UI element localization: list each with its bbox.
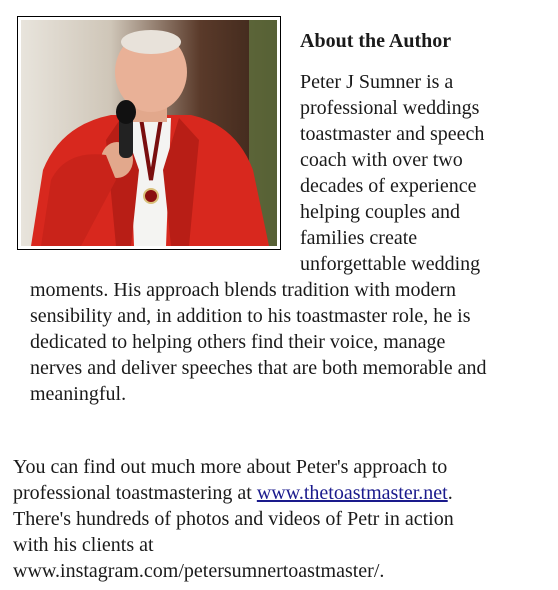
bio-text-line: decades of experience <box>300 175 477 197</box>
instagram-url-text: www.instagram.com/petersumnertoastmaster/. <box>13 560 385 582</box>
footer-line: with his clients at <box>13 534 154 556</box>
section-heading: About the Author <box>300 30 452 52</box>
footer-line: There's hundreds of photos and videos of Petr in action <box>13 508 454 530</box>
bio-text-line: unforgettable wedding <box>300 253 481 275</box>
footer-link-suffix: . <box>447 482 453 504</box>
bio-text-line: helping couples and <box>300 201 460 223</box>
bio-text-line: moments. His approach blends tradition with modern <box>30 279 457 301</box>
author-photo <box>17 16 281 250</box>
bio-text-line: nerves and deliver speeches that are both memorable and <box>30 357 487 379</box>
bio-text-line: sensibility and, in addition to his toastmaster role, he is <box>30 305 471 327</box>
footer-line: You can find out much more about Peter's approach to <box>13 456 448 478</box>
footer-line-with-link <box>13 480 553 506</box>
bio-text-line: coach with over two <box>300 149 463 171</box>
bio-text-line: families create <box>300 227 418 249</box>
footer-paragraph <box>13 454 553 584</box>
author-photo-illustration <box>21 20 277 246</box>
bio-text-line: toastmaster and speech <box>300 123 485 145</box>
bio-text-line: meaningful. <box>30 383 127 405</box>
footer-link-prefix: professional toastmastering at <box>13 482 257 504</box>
bio-text-line: dedicated to helping others find their voice, manage <box>30 331 446 353</box>
bio-text-line: professional weddings <box>300 97 480 119</box>
toastmaster-website-link[interactable]: www.thetoastmaster.net <box>256 482 448 504</box>
bio-text-line: Peter J Sumner is a <box>300 71 454 93</box>
